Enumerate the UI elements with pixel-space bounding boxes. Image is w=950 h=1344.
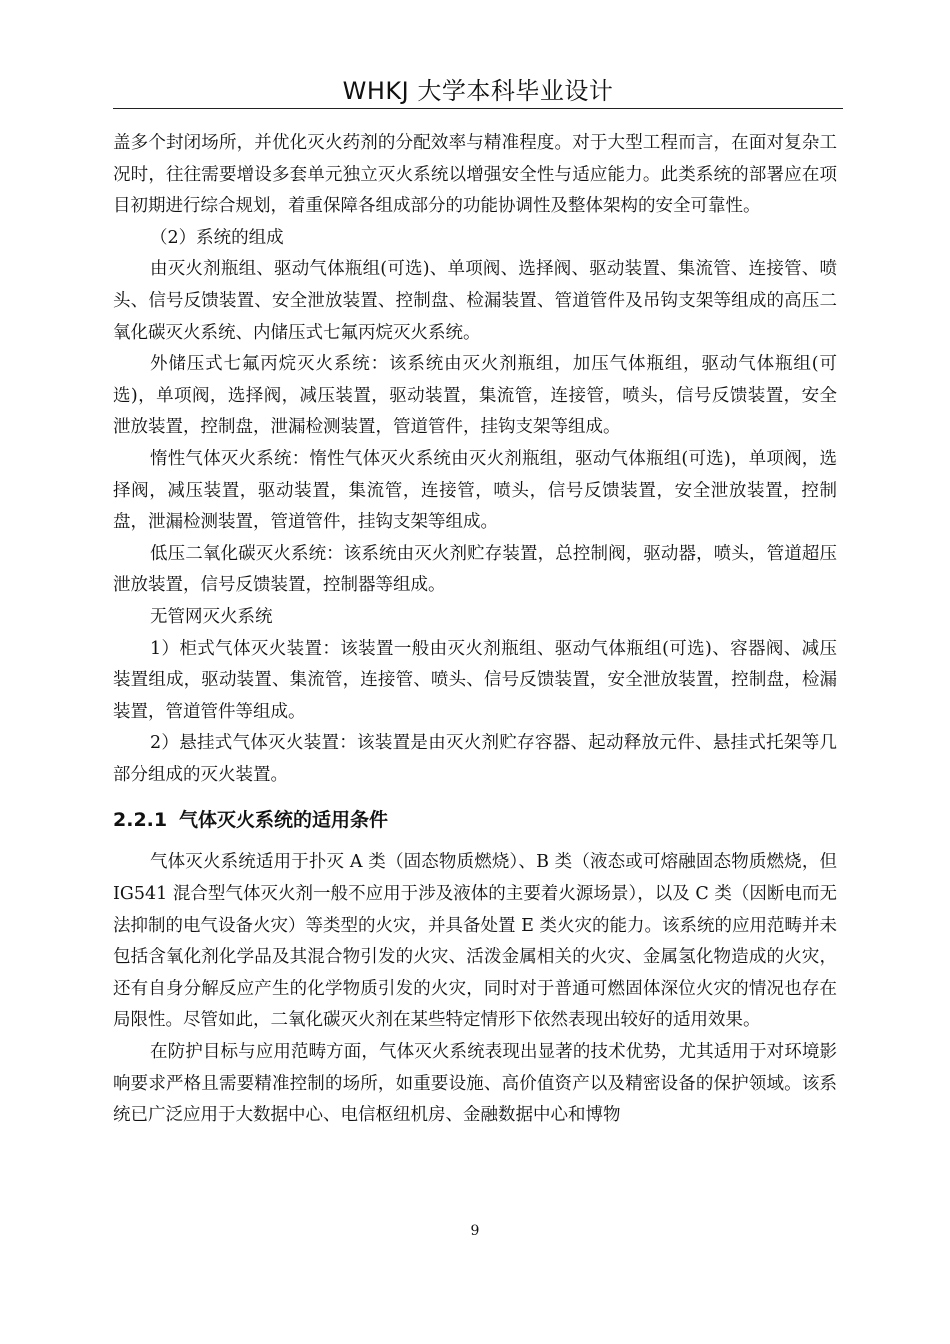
section-title: 气体灭火系统的适用条件 [179, 809, 389, 832]
list-item-cabinet-device: 1）柜式气体灭火装置：该装置一般由灭火剂瓶组、驱动气体瓶组(可选)、容器阀、减压装置组成，驱动装置、集流管，连接管、喷头、信号反馈装置，安全泄放装置，控制盘，检漏装置，管道管件等组成。 [113, 638, 837, 722]
paragraph-inert-gas: 惰性气体灭火系统：惰性气体灭火系统由灭火剂瓶组，驱动气体瓶组(可选)，单项阀，选择阀，减压装置，驱动装置，集流管，连接管，喷头，信号反馈装置，安全泄放装置，控制盘，泄漏检测装置，管道管件，挂钩支架等组成。 [113, 448, 837, 533]
subheading-system-composition: （2）系统的组成 [150, 227, 284, 248]
paragraph-low-pressure-co2: 低压二氧化碳灭火系统：该系统由灭火剂贮存装置，总控制阀，驱动器，喷头，管道超压泄放装置，信号反馈装置，控制器等组成。 [113, 543, 837, 596]
paragraph-high-pressure-co2: 由灭火剂瓶组、驱动气体瓶组(可选)、单项阀、选择阀、驱动装置、集流管、连接管、喷头、信号反馈装置、安全泄放装置、控制盘、检漏装置、管道管件及吊钩支架等组成的高压二氧化碳灭火系统、内储压式七氟丙烷灭火系统。 [113, 259, 837, 343]
paragraph-protection-scope: 在防护目标与应用范畴方面，气体灭火系统表现出显著的技术优势，尤其适用于对环境影响要求严格且需要精准控制的场所，如重要设施、高价值资产以及精密设备的保护领域。该系统已广泛应用于大数据中心、电信枢纽机房、金融数据中心和博物 [113, 1042, 837, 1126]
section-number: 2.2.1 [113, 809, 168, 832]
section-heading [113, 805, 837, 835]
header-rule [113, 108, 843, 109]
page-number: 9 [470, 1223, 480, 1239]
document-body [113, 128, 837, 1132]
paragraph-continuation: 盖多个封闭场所，并优化灭火药剂的分配效率与精准程度。对于大型工程而言，在面对复杂工况时，往往需要增设多套单元独立灭火系统以增强安全性与适应能力。此类系统的部署应在项目初期进行综合规划，着重保障各组成部分的功能协调性及整体架构的安全可靠性。 [113, 133, 837, 217]
paragraph-pipeless-system: 无管网灭火系统 [150, 606, 273, 627]
list-item-suspended-device: 2）悬挂式气体灭火装置：该装置是由灭火剂贮存容器、起动释放元件、悬挂式托架等几部分组成的灭火装置。 [113, 733, 837, 785]
paragraph-applicable-fire-classes: 气体灭火系统适用于扑灭 A 类（固态物质燃烧）、B 类（液态或可熔融固态物质燃烧，但 IG541 混合型气体灭火剂一般不应用于涉及液体的主要着火源场景），以及 C 类（因断电而无法抑制的电气设备火灾）等类型的火灾，并具备处置 E 类火灾的能力。该系统的应用范畴并未包括含氧化剂化学品及其混合物引发的火灾、活泼金属相关的火灾、金属氢化物造成的火灾，还有自身分解反应产生的化学物质引发的火灾，同时对于普通可燃固体深位火灾的情况也存在局限性。尽管如此，二氧化碳灭火剂在某些特定情形下依然表现出较好的适用效果。 [113, 852, 837, 1031]
page-header-title: WHKJ 大学本科毕业设计 [342, 77, 614, 105]
paragraph-external-pressure-hfc: 外储压式七氟丙烷灭火系统：该系统由灭火剂瓶组，加压气体瓶组，驱动气体瓶组(可选)，单项阀，选择阀，减压装置，驱动装置，集流管，连接管，喷头，信号反馈装置，安全泄放装置，控制盘，泄漏检测装置，管道管件，挂钩支架等组成。 [113, 354, 837, 438]
